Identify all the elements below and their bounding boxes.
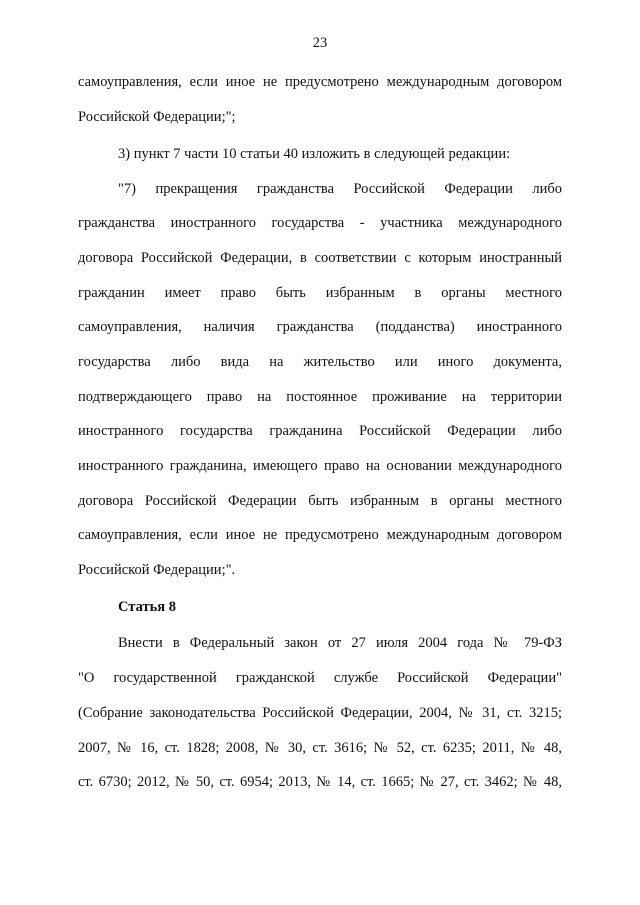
text-line: договора Российской Федерации быть избранным в органы местного	[78, 493, 562, 509]
text-line: Внести в Федеральный закон от 27 июля 2004 года № 79-ФЗ	[118, 635, 562, 651]
text-line: ст. 6730; 2012, № 50, ст. 6954; 2013, № 14, ст. 1665; № 27, ст. 3462; № 48,	[78, 774, 562, 790]
text-line: самоуправления, если иное не предусмотрено международным договором	[78, 527, 562, 543]
text-line: иностранного гражданина, имеющего право на основании международного	[78, 458, 562, 474]
text-line: иностранного государства гражданина Российской Федерации либо	[78, 423, 562, 439]
text-line: самоуправления, наличия гражданства (подданства) иностранного	[78, 319, 562, 335]
text-line: "7) прекращения гражданства Российской Федерации либо	[118, 181, 562, 197]
text-line: 3) пункт 7 части 10 статьи 40 изложить в следующей редакции:	[118, 146, 511, 162]
article-heading: Статья 8	[118, 599, 176, 615]
text-line: "О государственной гражданской службе Российской Федерации"	[78, 670, 562, 686]
text-line: 2007, № 16, ст. 1828; 2008, № 30, ст. 3616; № 52, ст. 6235; 2011, № 48,	[78, 740, 562, 756]
text-line: (Собрание законодательства Российской Федерации, 2004, № 31, ст. 3215;	[78, 705, 562, 721]
text-line: договора Российской Федерации, в соответствии с которым иностранный	[78, 250, 562, 266]
text-line: гражданин имеет право быть избранным в органы местного	[78, 285, 562, 301]
text-line: самоуправления, если иное не предусмотрено международным договором	[78, 74, 562, 90]
text-line: государства либо вида на жительство или иного документа,	[78, 354, 562, 370]
text-line: Российской Федерации;";	[78, 109, 236, 125]
text-line: гражданства иностранного государства - участника международного	[78, 215, 562, 231]
text-line: подтверждающего право на постоянное проживание на территории	[78, 389, 562, 405]
text-line: Российской Федерации;".	[78, 562, 236, 578]
page-number: 23	[312, 35, 328, 51]
